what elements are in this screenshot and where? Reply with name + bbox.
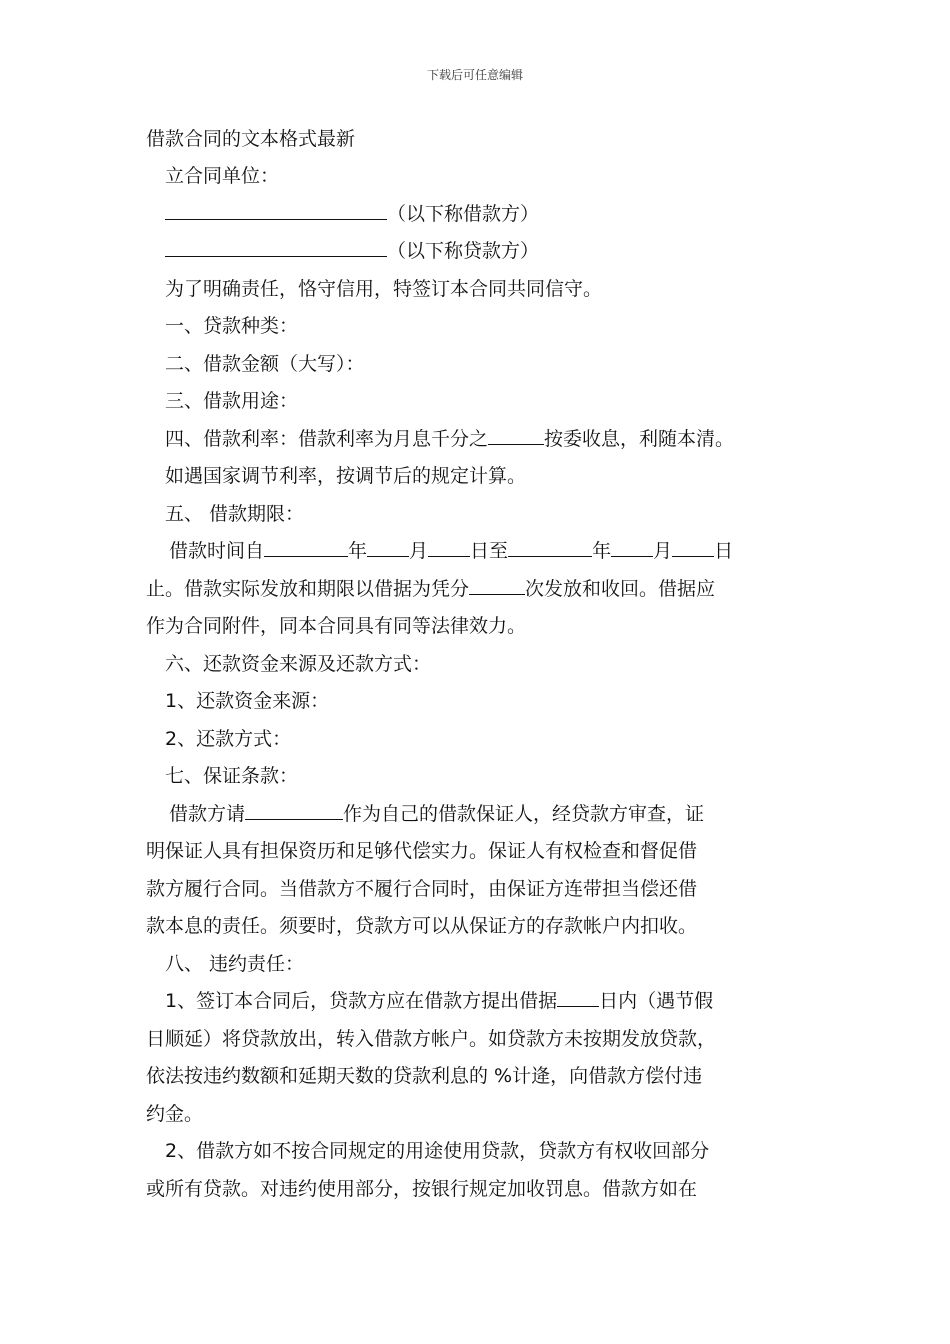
contract-line xyxy=(146,421,816,459)
contract-line: 为了明确责任，恪守信用，特签订本合同共同信守。 xyxy=(165,277,603,300)
end-day-blank xyxy=(672,538,714,557)
contract-text: 日 xyxy=(714,540,734,562)
contract-line: 款本息的责任。须要时，贷款方可以从保证方的存款帐户内扣收。 xyxy=(146,915,698,937)
page-header-note: 下载后可任意编辑 xyxy=(426,68,523,82)
contract-text: 月 xyxy=(409,540,429,562)
clause-heading: 二、借款金额（大写）： xyxy=(165,352,365,375)
contract-line: 日顺延）将贷款放出，转入借款方帐户。如贷款方未按期发放贷款， xyxy=(146,1027,717,1050)
clause-heading: 七、保证条款： xyxy=(165,765,299,787)
contract-line: 明保证人具有担保资历和足够代偿实力。保证人有权检查和督促借 xyxy=(146,840,698,862)
contract-text: 日内（遇节假 xyxy=(599,990,714,1012)
installment-count-blank xyxy=(469,576,525,595)
contract-text: 借款时间自 xyxy=(169,540,265,562)
contract-text: 月 xyxy=(653,540,673,562)
end-month-blank xyxy=(611,538,653,557)
contract-line xyxy=(146,796,816,834)
contract-line: 依法按违约数额和延期天数的贷款利息的 %计逄，向借款方偿付违 xyxy=(146,1065,703,1087)
contract-line: 立合同单位： xyxy=(165,165,280,187)
lender-blank xyxy=(165,238,387,257)
contract-text: （以下称贷款方） xyxy=(387,240,540,262)
document-title: 借款合同的文本格式最新 xyxy=(146,128,356,150)
contract-line: 如遇国家调节利率，按调节后的规定计算。 xyxy=(165,465,527,487)
interest-rate-blank xyxy=(488,426,544,445)
clause-heading: 三、借款用途： xyxy=(165,390,299,412)
clause-heading: 六、还款资金来源及还款方式： xyxy=(165,652,432,675)
contract-text: 日至 xyxy=(470,540,509,562)
contract-line xyxy=(146,983,816,1021)
contract-line xyxy=(146,571,816,609)
contract-line xyxy=(146,533,816,571)
guarantor-blank xyxy=(245,801,343,820)
contract-line: 款方履行合同。当借款方不履行合同时，由保证方连带担当偿还借 xyxy=(146,877,698,900)
contract-text: 按委收息，利随本清。 xyxy=(544,427,735,450)
contract-text: 四、借款利率：借款利率为月息千分之 xyxy=(165,427,489,450)
days-blank xyxy=(557,988,599,1007)
contract-line xyxy=(146,196,816,234)
contract-document xyxy=(146,122,816,1208)
contract-text: 止。借款实际发放和期限以借据为凭分 xyxy=(146,577,470,600)
borrower-blank xyxy=(165,201,387,220)
contract-text: （以下称借款方） xyxy=(387,202,540,225)
contract-line: 或所有贷款。对违约使用部分，按银行规定加收罚息。借款方如在 xyxy=(146,1177,698,1200)
contract-text: 作为自己的借款保证人，经贷款方审查，证 xyxy=(343,802,705,825)
end-year-blank xyxy=(508,538,592,557)
contract-line: 2、借款方如不按合同规定的用途使用贷款，贷款方有权收回部分 xyxy=(165,1140,710,1162)
clause-heading: 八、 违约责任： xyxy=(165,952,305,975)
contract-text: 年 xyxy=(348,540,368,562)
start-day-blank xyxy=(428,538,470,557)
clause-heading: 五、 借款期限： xyxy=(165,502,305,525)
contract-text: 借款方请 xyxy=(169,802,246,825)
start-year-blank xyxy=(264,538,348,557)
contract-text: 次发放和收回。借据应 xyxy=(525,577,716,600)
clause-heading: 一、贷款种类： xyxy=(165,315,299,337)
contract-line: 作为合同附件，同本合同具有同等法律效力。 xyxy=(146,615,527,637)
start-month-blank xyxy=(367,538,409,557)
contract-line: 1、还款资金来源： xyxy=(165,690,330,712)
contract-line xyxy=(146,233,816,271)
contract-line: 2、还款方式： xyxy=(165,727,292,750)
contract-text: 1、签订本合同后，贷款方应在借款方提出借据 xyxy=(165,990,558,1012)
contract-line: 约金。 xyxy=(146,1102,204,1125)
contract-text: 年 xyxy=(592,540,612,562)
